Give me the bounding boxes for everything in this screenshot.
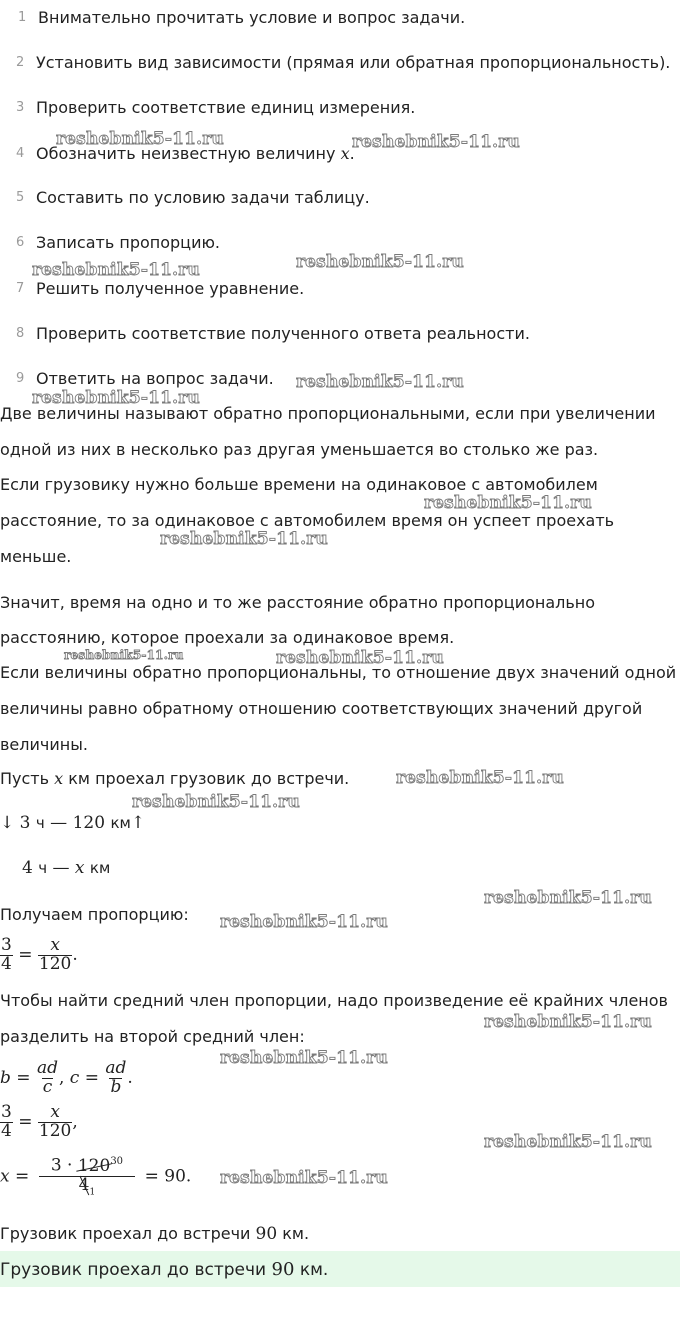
fraction	[38, 1104, 72, 1141]
denominator: b	[110, 1076, 122, 1097]
paragraph-line: расстоянию, которое проехали за одинаковое время.	[0, 628, 455, 647]
watermark: reshebnik5-11.ru	[220, 1168, 388, 1188]
step-number: 8	[16, 326, 25, 341]
result: 90.	[164, 1166, 192, 1187]
answer-line	[0, 1224, 309, 1244]
unit-km: км	[89, 859, 111, 877]
numerator: ad	[36, 1058, 58, 1078]
step-text: Внимательно прочитать условие и вопрос задачи.	[38, 8, 466, 27]
step-number: 7	[16, 281, 25, 296]
reduced-factor: 30	[110, 1156, 124, 1167]
step-number: 4	[16, 146, 25, 161]
watermark: reshebnik5-11.ru	[484, 888, 652, 908]
watermark: reshebnik5-11.ru	[64, 648, 184, 662]
step-text: Ответить на вопрос задачи.	[36, 369, 274, 388]
answer-text: Грузовик проехал до встречи	[0, 1260, 267, 1280]
paragraph-line: разделить на второй средний член:	[0, 1027, 305, 1046]
watermark: reshebnik5-11.ru	[32, 260, 200, 280]
step-text: Проверить соответствие единиц измерения.	[36, 98, 416, 117]
step-number: 2	[16, 55, 25, 70]
answer-value: 90	[255, 1224, 278, 1244]
denominator: 120	[38, 1120, 72, 1141]
cancelled-factor: 120	[77, 1155, 111, 1176]
paragraph-line: расстояние, то за одинаковое с автомобилем время он успеет проехать	[0, 511, 615, 530]
time-value: 3	[19, 813, 31, 833]
variable-c: c	[69, 1067, 80, 1088]
watermark: reshebnik5-11.ru	[352, 132, 520, 152]
watermark: reshebnik5-11.ru	[56, 129, 224, 149]
watermark: reshebnik5-11.ru	[296, 252, 464, 272]
variable-b: b	[0, 1067, 11, 1088]
step-number: 9	[16, 371, 25, 386]
arrow-up-icon: ↑	[130, 813, 146, 833]
watermark: reshebnik5-11.ru	[276, 648, 444, 668]
step-text-main: Обозначить неизвестную величину	[36, 144, 336, 163]
equals-sign: =	[15, 1166, 30, 1187]
paragraph-line: Чтобы найти средний член пропорции, надо произведение её крайних членов	[0, 991, 668, 1010]
punctuation: .	[72, 944, 78, 965]
equals-sign: =	[18, 1111, 33, 1132]
answer-unit: км.	[299, 1260, 329, 1280]
step-text: Записать пропорцию.	[36, 233, 221, 252]
denominator	[39, 1176, 136, 1198]
answer-text: Грузовик проехал до встречи	[0, 1224, 251, 1243]
fraction	[104, 1060, 127, 1097]
arrow-down-icon: ↓	[0, 813, 15, 833]
paragraph-line: меньше.	[0, 547, 72, 566]
let-post: км проехал грузовик до встречи.	[68, 769, 350, 788]
reduced-denominator: 1	[89, 1186, 96, 1197]
distance-value: 120	[72, 813, 106, 833]
table-row	[22, 858, 110, 878]
factor: 3	[50, 1155, 62, 1176]
denominator: 4	[1, 1120, 12, 1141]
step-number: 6	[16, 235, 25, 250]
cancelled-denominator: 4	[78, 1174, 90, 1195]
let-statement	[0, 769, 349, 788]
denominator: 4	[1, 953, 12, 974]
watermark: reshebnik5-11.ru	[220, 912, 388, 932]
denominator: 120	[38, 953, 72, 974]
paragraph-line: Получаем пропорцию:	[0, 905, 189, 924]
watermark: reshebnik5-11.ru	[484, 1012, 652, 1032]
unit-hours: ч	[35, 814, 45, 832]
paragraph-line: Если величины обратно пропорциональны, то отношение двух значений одной	[0, 663, 677, 682]
numerator: x	[50, 935, 60, 955]
dash: —	[52, 858, 70, 878]
variable-x: x	[340, 144, 350, 163]
step-text-tail: .	[349, 144, 355, 163]
fraction	[36, 1060, 59, 1097]
separator: ,	[58, 1067, 65, 1088]
numerator	[50, 1157, 124, 1176]
step-number: 5	[16, 190, 25, 205]
let-pre: Пусть	[0, 769, 50, 788]
equals-sign: =	[144, 1166, 159, 1187]
numerator: ad	[105, 1058, 127, 1078]
fraction	[38, 937, 72, 974]
watermark: reshebnik5-11.ru	[132, 792, 300, 812]
fraction	[0, 1104, 13, 1141]
paragraph-line: величины равно обратному отношению соответствующих значений другой	[0, 699, 643, 718]
watermark: reshebnik5-11.ru	[220, 1048, 388, 1068]
table-row	[0, 813, 145, 833]
calculation	[0, 1157, 191, 1197]
answer-box-text	[0, 1259, 328, 1280]
watermark: reshebnik5-11.ru	[296, 372, 464, 392]
variable-x: x	[54, 769, 64, 788]
step-text: Проверить соответствие полученного ответа реальности.	[36, 324, 530, 343]
numerator: x	[50, 1102, 60, 1122]
watermark: reshebnik5-11.ru	[484, 1132, 652, 1152]
fraction	[0, 937, 13, 974]
step-text	[36, 144, 355, 163]
step-text: Установить вид зависимости (прямая или обратная пропорциональность).	[36, 53, 671, 72]
answer-value: 90	[271, 1259, 295, 1280]
punctuation: ,	[72, 1111, 78, 1132]
time-value: 4	[22, 858, 33, 878]
watermark: reshebnik5-11.ru	[32, 388, 200, 408]
step-text: Составить по условию задачи таблицу.	[36, 188, 370, 207]
paragraph-line: Две величины называют обратно пропорциональными, если при увеличении	[0, 404, 656, 423]
fraction	[39, 1157, 136, 1197]
paragraph-line: одной из них в несколько раз другая уменьшается во столько же раз.	[0, 440, 599, 459]
variable-x: x	[0, 1166, 10, 1187]
dash: —	[50, 813, 68, 833]
numerator: 3	[1, 935, 12, 955]
equals-sign: =	[18, 944, 33, 965]
step-number: 1	[18, 10, 27, 25]
paragraph-line: Значит, время на одно и то же расстояние обратно пропорционально	[0, 593, 596, 612]
step-number: 3	[16, 100, 25, 115]
answer-unit: км.	[282, 1224, 310, 1243]
watermark: reshebnik5-11.ru	[396, 768, 564, 788]
punctuation: .	[127, 1067, 133, 1088]
watermark: reshebnik5-11.ru	[424, 493, 592, 513]
unit-hours: ч	[38, 859, 48, 877]
paragraph-line: Если грузовику нужно больше времени на одинаковое с автомобилем	[0, 475, 598, 494]
watermark: reshebnik5-11.ru	[160, 529, 328, 549]
proportion-equation	[0, 1104, 78, 1141]
denominator: c	[42, 1076, 53, 1097]
unit-km: км	[110, 814, 131, 832]
multiply-dot: ·	[67, 1155, 73, 1176]
rule-formula: b = $\frac{ad}{c}$ , c = $\frac{ad}{b}$ .	[0, 1058, 133, 1097]
paragraph-line: величины.	[0, 735, 88, 754]
step-text: Решить полученное уравнение.	[36, 279, 305, 298]
proportion-equation	[0, 937, 78, 974]
distance-variable: x	[74, 858, 85, 878]
numerator: 3	[1, 1102, 12, 1122]
answer-box	[0, 1251, 680, 1287]
